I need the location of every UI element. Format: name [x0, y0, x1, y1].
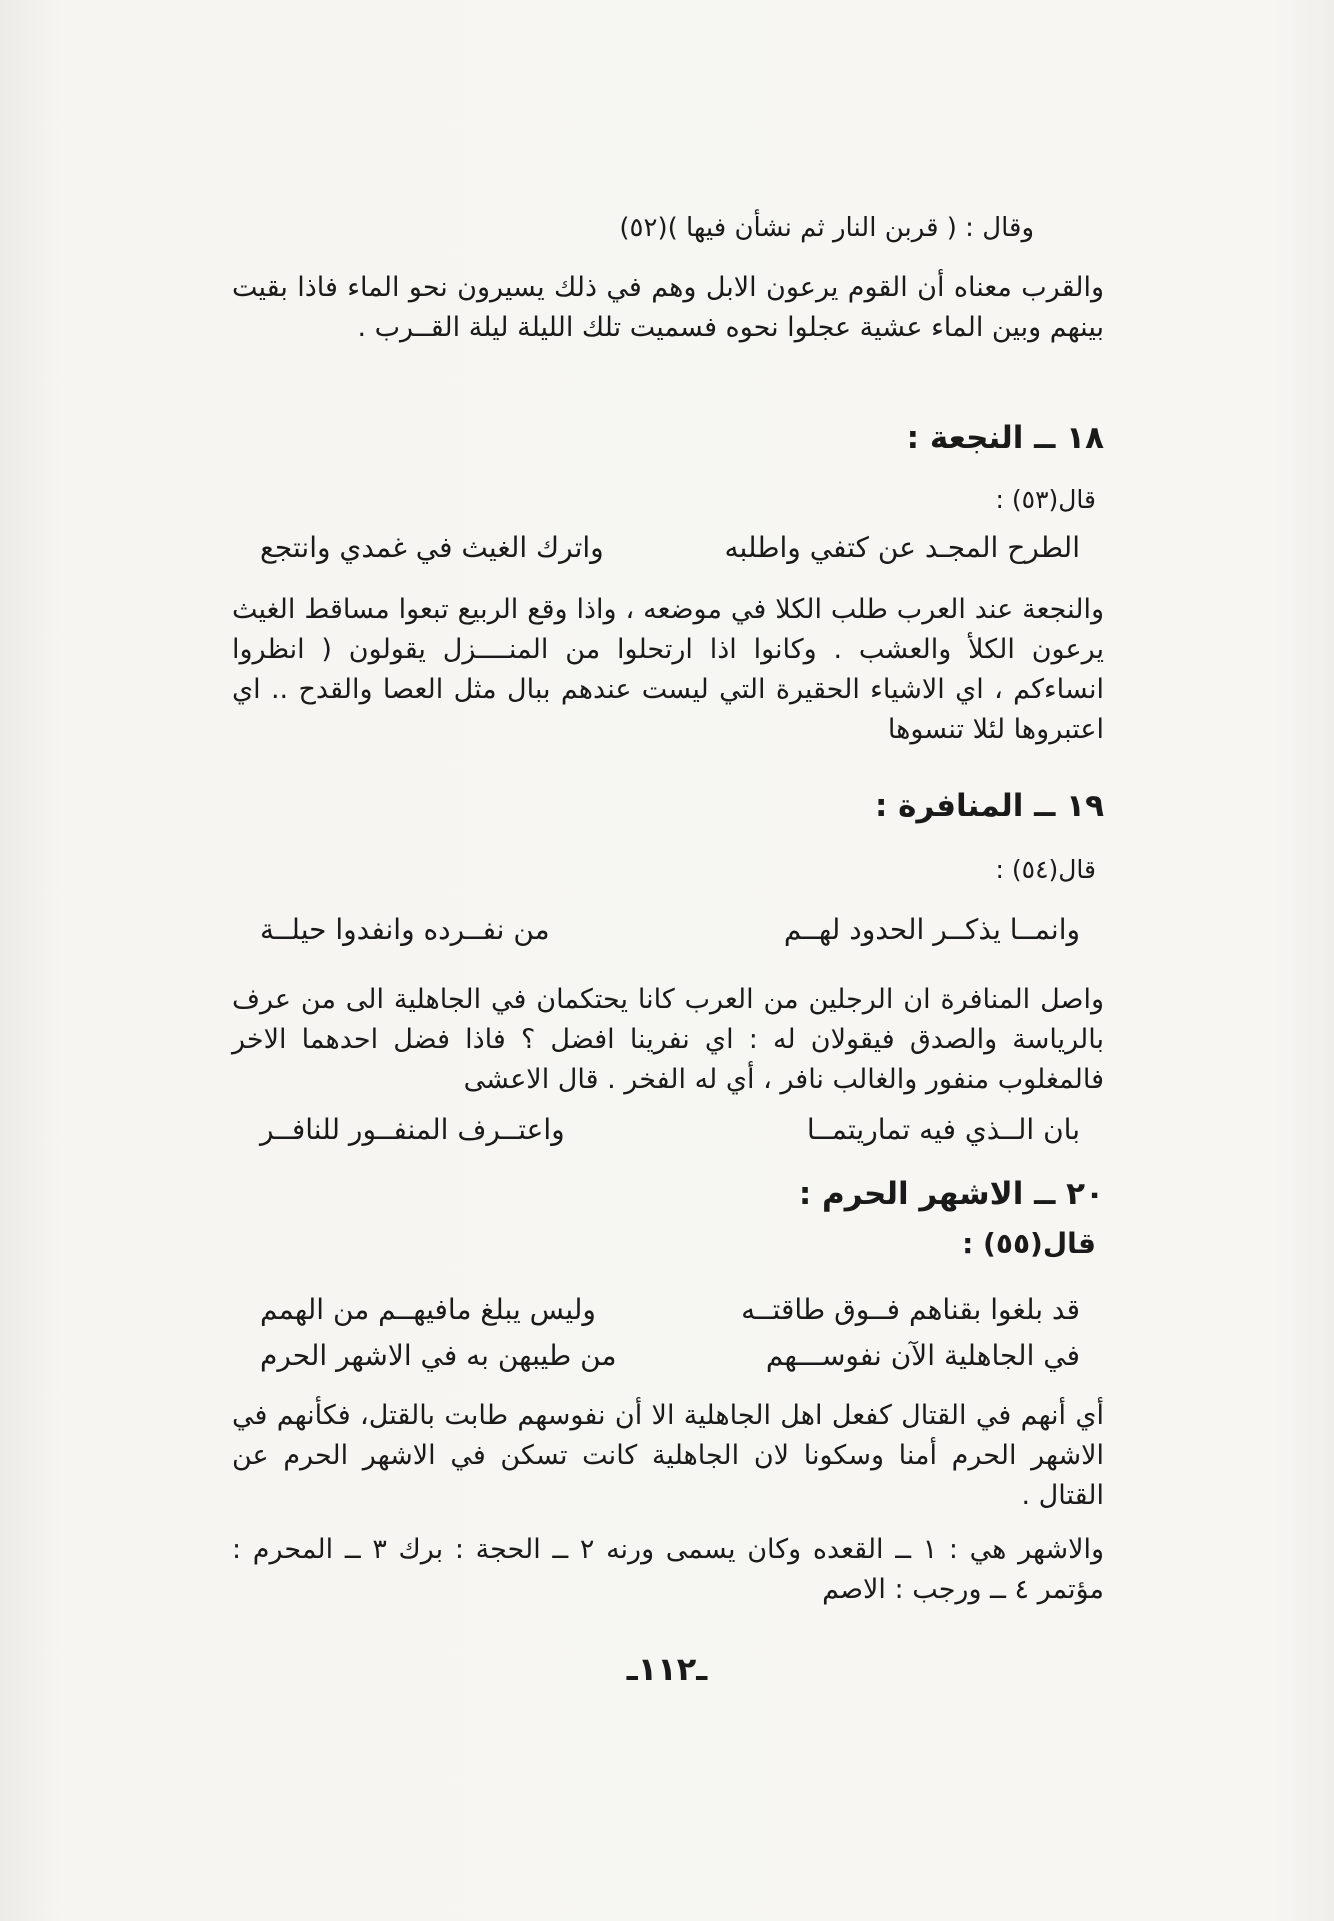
qal-label-53: قال(٥٣) : [995, 485, 1096, 514]
section-heading-19: ١٩ ــ المنافرة : [874, 788, 1104, 824]
paragraph-najaa [232, 590, 1104, 750]
verse-second-hemistich: وليس يبلغ مافيهــم من الهمم [260, 1293, 596, 1326]
qal-label-55: قال(٥٥) : [962, 1227, 1096, 1260]
section-heading-20: ٢٠ ــ الاشهر الحرم : [798, 1176, 1104, 1212]
section-heading-18: ١٨ ــ النجعة : [906, 420, 1104, 456]
paragraph-text: والاشهر هي : ١ ــ القعده وكان يسمى ورنه ٢ ــ الحجة : برك ٣ ــ المحرم : مؤتمر ٤ ــ ورجب : الاصم [232, 1534, 1105, 1605]
verse-line [260, 1290, 1080, 1330]
paragraph-text: واصل المنافرة ان الرجلين من العرب كانا يحتكمان في الجاهلية الى من عرف بالرياسة والصدق فيقولان له : اي نفرينا افضل ؟ فاذا فضل احدهما الاخر فالمغلوب منفور والغالب نافر ، أي له الفخر . قال الاعشى [232, 984, 1104, 1095]
intro-line: وقال : ( قربن النار ثم نشأن فيها )(٥٢) [619, 213, 1034, 243]
paragraph-months [232, 1530, 1104, 1610]
verse-first-hemistich: قد بلغوا بقناهم فــوق طاقتــه [741, 1293, 1080, 1326]
verse-first-hemistich: بان الــذي فيه تماريتمــا [806, 1113, 1080, 1146]
paragraph-munafara [232, 980, 1104, 1100]
verse-line [260, 910, 1080, 950]
paragraph-ashhur [232, 1396, 1104, 1516]
page-number: ـ١١٢ـ [626, 1650, 708, 1688]
verse-line [260, 1110, 1080, 1150]
verse-line [260, 1336, 1080, 1376]
paragraph-text: والقرب معناه أن القوم يرعون الابل وهم في ذلك يسيرون نحو الماء فاذا بقيت بينهم وبين الماء عشية عجلوا نحوه فسميت تلك الليلة ليلة القــرب . [232, 272, 1104, 343]
paragraph-text: أي أنهم في القتال كفعل اهل الجاهلية الا أن نفوسهم طابت بالقتل، فكأنهم في الاشهر الحرم أمنا وسكونا لان الجاهلية كانت تسكن في الاشهر الحرم عن القتال . [232, 1400, 1104, 1511]
verse-second-hemistich: واعتــرف المنفــور للنافــر [260, 1113, 565, 1146]
verse-first-hemistich: الطرح المجـد عن كتفي واطلبه [724, 531, 1080, 564]
verse-line [260, 528, 1080, 568]
paragraph-qarab [232, 268, 1104, 348]
verse-second-hemistich: من نفــرده وانفدوا حيلــة [260, 913, 550, 946]
verse-first-hemistich: وانمــا يذكــر الحدود لهــم [783, 913, 1080, 946]
verse-first-hemistich: في الجاهلية الآن نفوســـهم [765, 1339, 1080, 1372]
qal-label-54: قال(٥٤) : [995, 855, 1096, 884]
verse-second-hemistich: من طيبهن به في الاشهر الحرم [260, 1339, 617, 1372]
paragraph-text: والنجعة عند العرب طلب الكلا في موضعه ، واذا وقع الربيع تبعوا مساقط الغيث يرعون الكلأ والعشب . وكانوا اذا ارتحلوا من المنــــزل يقولون ( انظروا انساءكم ، اي الاشياء الحقيرة التي ليست عندهم ببال مثل العصا والقدح .. اي اعتبروها لئلا تنسوها [232, 594, 1104, 745]
verse-second-hemistich: واترك الغيث في غمدي وانتجع [260, 531, 604, 564]
